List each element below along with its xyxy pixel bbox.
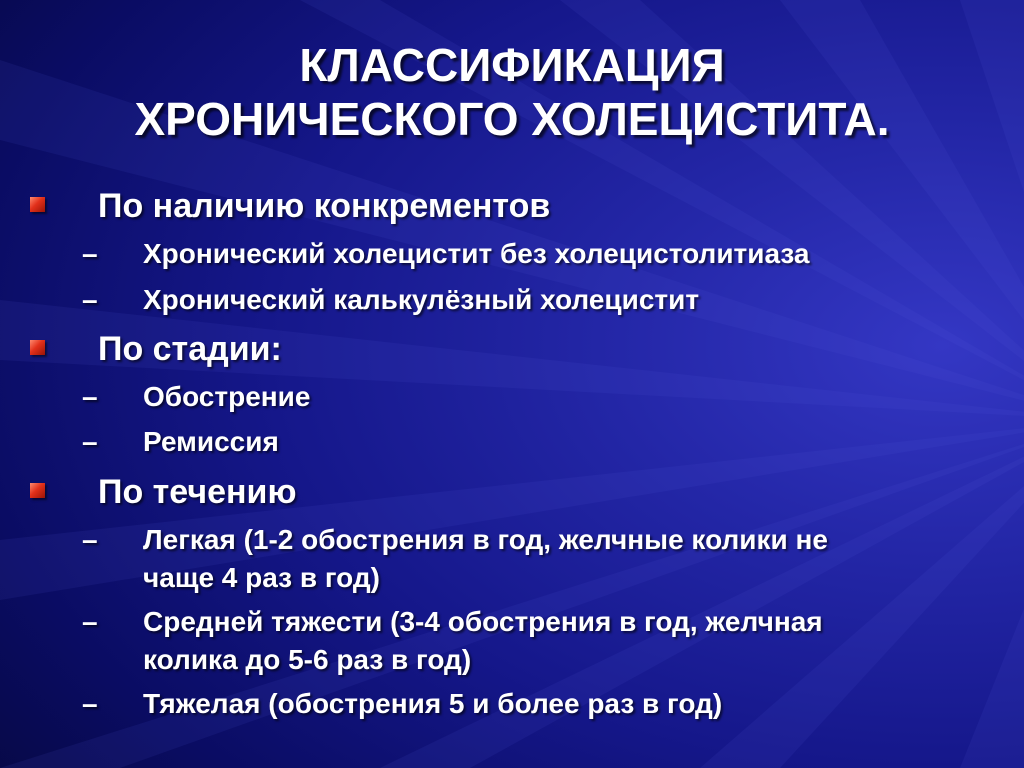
- list-item-continuation: колика до 5-6 раз в год): [143, 644, 472, 675]
- dash-bullet: –: [82, 238, 98, 269]
- dash-bullet: –: [82, 524, 98, 555]
- list-item: Ремиссия: [143, 426, 279, 457]
- dash-bullet: –: [82, 426, 98, 457]
- title-line-2: ХРОНИЧЕСКОГО ХОЛЕЦИСТИТА.: [134, 93, 890, 145]
- list-item: Средней тяжести (3-4 обострения в год, желчная: [143, 606, 823, 637]
- dash-bullet: –: [82, 381, 98, 412]
- list-item: Легкая (1-2 обострения в год, желчные колики не: [143, 524, 828, 555]
- list-item: Хронический холецистит без холецистолитиаза: [143, 238, 810, 269]
- red-square-bullet-icon: [30, 197, 45, 212]
- dash-bullet: –: [82, 606, 98, 637]
- dash-bullet: –: [82, 688, 98, 719]
- section-heading-stage: По стадии:: [98, 330, 282, 368]
- section-heading-concrements: По наличию конкрементов: [98, 187, 551, 225]
- list-item: Тяжелая (обострения 5 и более раз в год): [143, 688, 723, 719]
- red-square-bullet-icon: [30, 483, 45, 498]
- slide-title: [0, 38, 1024, 146]
- list-item: Обострение: [143, 381, 311, 412]
- list-item-continuation: чаще 4 раз в год): [143, 562, 380, 593]
- list-item: Хронический калькулёзный холецистит: [143, 284, 700, 315]
- section-heading-course: По течению: [98, 473, 297, 511]
- dash-bullet: –: [82, 284, 98, 315]
- red-square-bullet-icon: [30, 340, 45, 355]
- title-line-1: КЛАССИФИКАЦИЯ: [299, 39, 725, 91]
